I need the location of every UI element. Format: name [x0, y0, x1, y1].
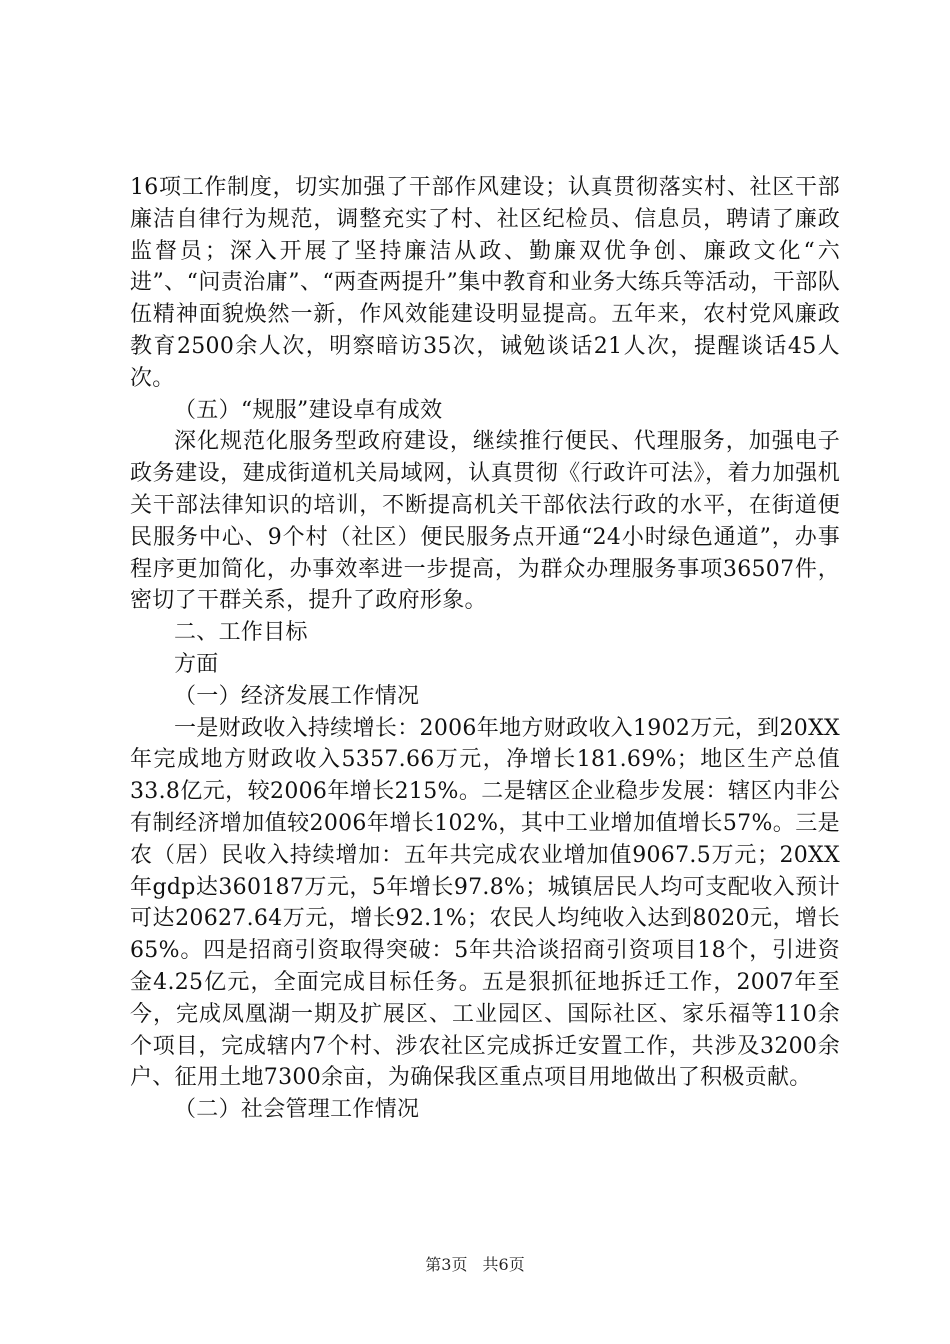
section-heading-service: （五）“规服”建设卓有成效 — [174, 397, 443, 423]
section-heading-economy: （一）经济发展工作情况 — [174, 683, 420, 709]
section-heading-social-management: （二）社会管理工作情况 — [174, 1097, 420, 1123]
paragraph-service-government: 深化规范化服务型政府建设，继续推行便民、代理服务，加强电子政务建设，建成街道机关局域网，认真贯彻《行政许可法》，着力加强机关干部法律知识的培训，不断提高机关干部依法行政的水平，在街道便民服务中心、9个村（社区）便民服务点开通“24小时绿色通道”，办事程序更加简化，办事效率进一步提高，为群众办理服务事项36507件，密切了干群关系，提升了政府形象。 — [130, 429, 840, 614]
paragraph-cadre-conduct: 16项工作制度，切实加强了干部作风建设；认真贯彻落实村、社区干部廉洁自律行为规范，调整充实了村、社区纪检员、信息员，聘请了廉政监督员；深入开展了坚持廉洁从政、勤廉双优争创、廉政文化“六进”、“问责治庸”、“两查两提升”集中教育和业务大练兵等活动，干部队伍精神面貌焕然一新，作风效能建设明显提高。五年来，农村党风廉政教育2500余人次，明察暗访35次，诫勉谈话21人次，提醒谈话45人次。 — [130, 175, 840, 391]
page-footer — [0, 1252, 950, 1275]
section-label-aspects: 方面 — [174, 651, 219, 677]
page-total: 共6页 — [482, 1255, 525, 1274]
document-body — [130, 172, 840, 1126]
paragraph-economic-development: 一是财政收入持续增长：2006年地方财政收入1902万元，到20XX年完成地方财政收入5357.66万元，净增长181.69%；地区生产总值33.8亿元，较2006年增长215%。二是辖区企业稳步发展：辖区内非公有制经济增加值较2006年增长102%，其中工业增加值增长57%。三是农（居）民收入持续增加：五年共完成农业增加值9067.5万元；20XX年gdp达360187万元，5年增长97.8%；城镇居民人均可支配收入预计可达20627.64万元，增长92.1%；农民人均纯收入达到8020元，增长65%。四是招商引资取得突破：5年共洽谈招商引资项目18个，引进资金4.25亿元，全面完成目标任务。五是狠抓征地拆迁工作，2007年至今，完成凤凰湖一期及扩展区、工业园区、国际社区、家乐福等110余个项目，完成辖内7个村、涉农社区完成拆迁安置工作，共涉及3200余户、征用土地7300余亩，为确保我区重点项目用地做出了积极贡献。 — [130, 715, 840, 1091]
section-heading-work-goals: 二、工作目标 — [174, 620, 308, 646]
page-number: 第3页 — [425, 1255, 468, 1274]
